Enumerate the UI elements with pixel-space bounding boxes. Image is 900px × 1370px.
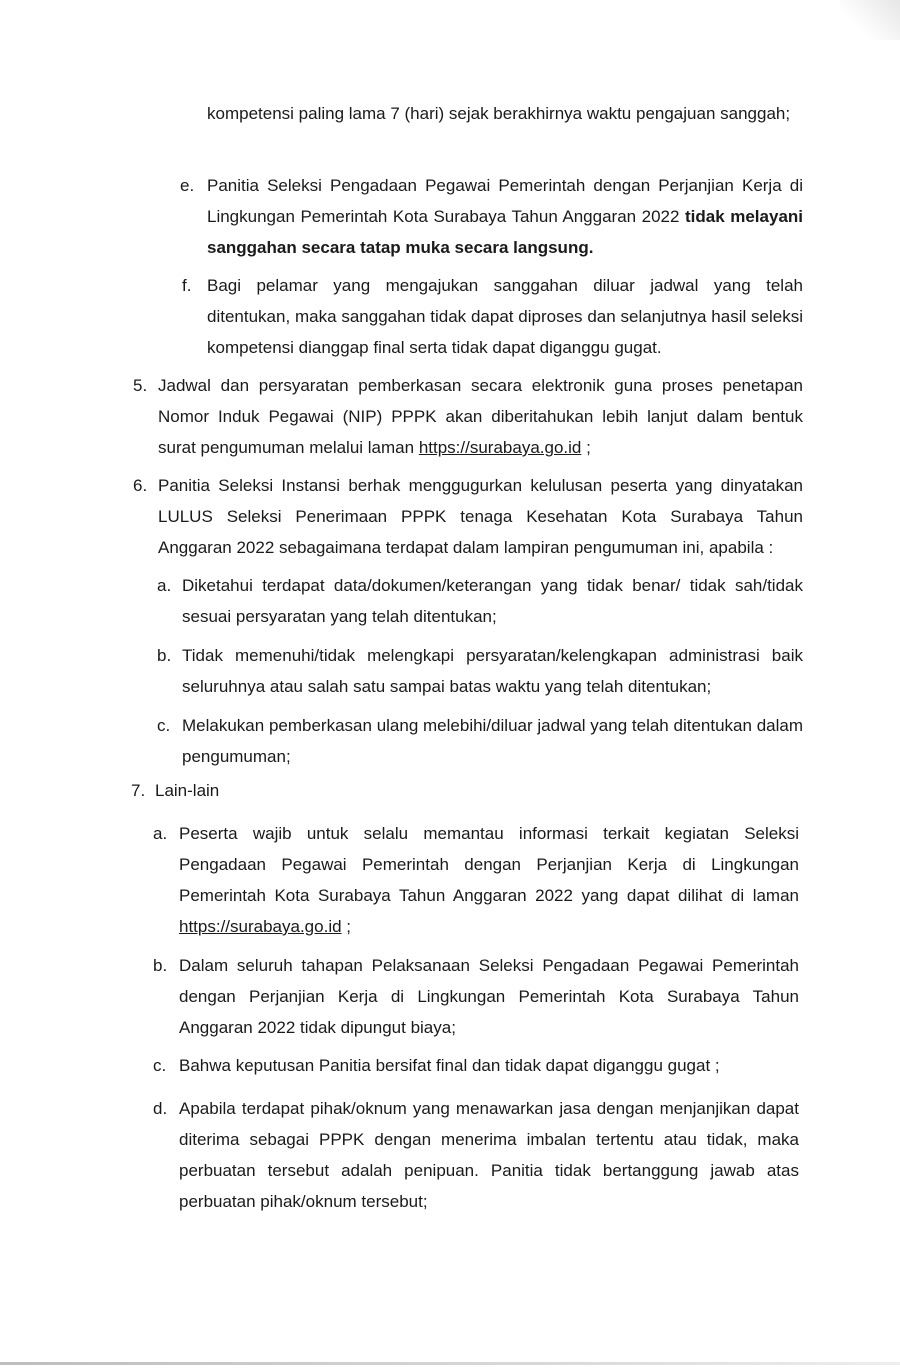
item-4e-bold: tidak melayani sanggahan secara tatap muka secara langsung.	[207, 207, 803, 257]
item-4f-marker: f.	[182, 276, 192, 295]
item-7-marker: 7.	[131, 781, 146, 800]
item-4e-marker: e.	[180, 176, 195, 195]
item-5-marker: 5.	[133, 376, 148, 395]
item-7a-suffix: ;	[341, 917, 351, 936]
item-7d-text: Apabila terdapat pihak/oknum yang menawarkan jasa dengan menjanjikan dapat diterima sebagai PPPK dengan menerima imbalan tertentu atau tidak, maka perbuatan tersebut adalah penipuan. Panitia tidak bertanggung jawab atas perbuatan pihak/oknum tersebut;	[179, 1099, 799, 1211]
item-6b-marker: b.	[157, 646, 172, 665]
item-7c-text: Bahwa keputusan Panitia bersifat final dan tidak dapat diganggu gugat ;	[179, 1056, 720, 1075]
item-6c-text: Melakukan pemberkasan ulang melebihi/diluar jadwal yang telah ditentukan dalam pengumuman;	[182, 716, 803, 766]
item-4e-text	[207, 170, 803, 263]
surabaya-link-2[interactable]: https://surabaya.go.id	[179, 917, 342, 936]
scan-edge-line	[0, 1362, 900, 1365]
item-6b-text: Tidak memenuhi/tidak melengkapi persyaratan/kelengkapan administrasi baik seluruhnya atau salah satu sampai batas waktu yang telah ditentukan;	[182, 646, 803, 696]
surabaya-link-1[interactable]: https://surabaya.go.id	[418, 438, 582, 457]
item-5-text	[158, 370, 803, 463]
item-7a-text	[179, 818, 799, 942]
item-7-heading: Lain-lain	[155, 781, 220, 800]
item-7c-marker: c.	[153, 1056, 167, 1075]
item-4e-plain: Panitia Seleksi Pengadaan Pegawai Pemerintah dengan Perjanjian Kerja di Lingkungan Pemerintah Kota Surabaya Tahun Anggaran 2022	[207, 176, 803, 226]
item-7b-text: Dalam seluruh tahapan Pelaksanaan Seleksi Pengadaan Pegawai Pemerintah dengan Perjanjian Kerja di Lingkungan Pemerintah Kota Surabaya Tahun Anggaran 2022 tidak dipungut biaya;	[179, 956, 799, 1037]
item-4f-text: Bagi pelamar yang mengajukan sanggahan diluar jadwal yang telah ditentukan, maka sanggahan tidak dapat diproses dan selanjutnya hasil seleksi kompetensi dianggap final serta tidak dapat diganggu gugat.	[207, 276, 803, 357]
item-7a-plain: Peserta wajib untuk selalu memantau informasi terkait kegiatan Seleksi Pengadaan Pegawai Pemerintah dengan Perjanjian Kerja di Lingkungan Pemerintah Kota Surabaya Tahun Anggaran 2022 yang dapat dilihat di laman	[179, 824, 799, 905]
item-6-text: Panitia Seleksi Instansi berhak menggugurkan kelulusan peserta yang dinyatakan LULUS Seleksi Penerimaan PPPK tenaga Kesehatan Kota Surabaya Tahun Anggaran 2022 sebagaimana terdapat dalam lampiran pengumuman ini, apabila :	[158, 476, 803, 557]
item-6c-marker: c.	[157, 716, 171, 735]
item-6a-marker: a.	[157, 576, 172, 595]
scan-corner-shadow	[840, 0, 900, 40]
item-7b-marker: b.	[153, 956, 168, 975]
item-7a-marker: a.	[153, 824, 168, 843]
item-5-suffix: ;	[581, 438, 591, 457]
item-6-marker: 6.	[133, 476, 148, 495]
item-7d-marker: d.	[153, 1099, 168, 1118]
item-5-plain: Jadwal dan persyaratan pemberkasan secara elektronik guna proses penetapan Nomor Induk Pegawai (NIP) PPPK akan diberitahukan lebih lanjut dalam bentuk surat pengumuman melalui laman	[158, 376, 803, 457]
item-4d-continuation: kompetensi paling lama 7 (hari) sejak berakhirnya waktu pengajuan sanggah;	[207, 104, 791, 123]
item-6a-text: Diketahui terdapat data/dokumen/keterangan yang tidak benar/ tidak sah/tidak sesuai persyaratan yang telah ditentukan;	[182, 576, 803, 626]
